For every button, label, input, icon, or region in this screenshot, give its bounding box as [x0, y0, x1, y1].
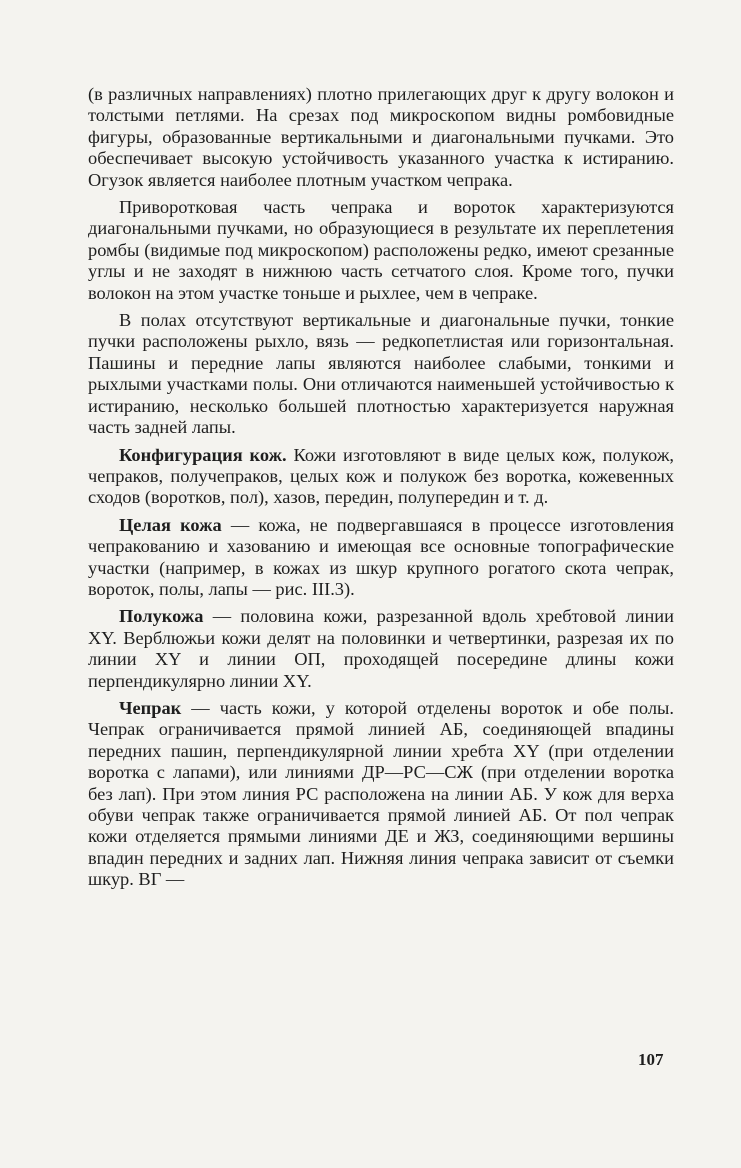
- paragraph-4: [88, 445, 674, 509]
- paragraph-5: [88, 515, 674, 601]
- paragraph-4-text: Кожи изготовляют в виде целых кож, полукож, чепраков, получепраков, целых кож и полукож без воротка, кожевенных сходов (воротков, пол), хазов, передин, полупередин и т. д.: [88, 444, 675, 508]
- paragraph-7: [88, 698, 674, 891]
- paragraph-2-text: Приворотковая часть чепрака и вороток характеризуются диагональными пучками, но образующиеся в результате их переплетения ромбы (видимые под микроскопом) расположены редко, имеют срезанные углы и не заходят в нижнюю часть сетчатого слоя. Кроме того, пучки волокон на этом участке тоньше и рыхлее, чем в чепраке.: [88, 197, 674, 303]
- page-number: 107: [638, 1050, 664, 1069]
- paragraph-3-text: В полах отсутствуют вертикальные и диагональные пучки, тонкие пучки расположены рыхло, вязь — редкопетлистая или горизонтальная. Пашины и передние лапы являются наиболее слабыми, тонкими и рыхлыми участками полы. Они отличаются наименьшей устойчивостью к истиранию, несколько большей плотностью характеризуется наружная часть задней лапы.: [88, 310, 674, 438]
- paragraph-2: [88, 197, 674, 304]
- paragraph-1: [88, 84, 674, 191]
- paragraph-5-lead: Целая кожа: [119, 514, 222, 535]
- paragraph-6-text: — половина кожи, разрезанной вдоль хребтовой линии XY. Верблюжьи кожи делят на половинки и четвертинки, разрезая их по линии XY и линии ОП, проходящей посередине длины кожи перпендикулярно линии XY.: [88, 606, 674, 691]
- paragraph-3: [88, 310, 674, 438]
- body-text: [88, 84, 674, 891]
- paragraph-5-text: — кожа, не подвергавшаяся в процессе изготовления чепракованию и хазованию и имеющая все основные топографические участки (например, в кожах из шкур крупного рогатого скота чепрак, вороток, полы, лапы — рис. III.3).: [88, 514, 674, 599]
- paragraph-6-lead: Полукожа: [119, 606, 204, 627]
- paragraph-4-lead: Конфигурация кож.: [119, 444, 287, 465]
- paragraph-6: [88, 606, 674, 692]
- paragraph-7-text: — часть кожи, у которой отделены вороток и обе полы. Чепрак ограничивается прямой линией АБ, соединяющей впадины передних пашин, перпендикулярной линии хребта XY (при отделении воротка с лапами), или линиями ДР—РС—СЖ (при отделении воротка без лап). При этом линия РС расположена на линии АБ. У кож для верха обуви чепрак также ограничивается прямой линией АБ. От пол чепрак кожи отделяется прямыми линиями ДЕ и ЖЗ, соединяющими вершины впадин передних и задних лап. Нижняя линия чепрака зависит от съемки шкур. ВГ —: [88, 697, 674, 890]
- paragraph-7-lead: Чепрак: [119, 697, 182, 718]
- paragraph-1-text: (в различных направлениях) плотно прилегающих друг к другу волокон и толстыми петлями. На срезах под микроскопом видны ромбовидные фигуры, образованные вертикальными и диагональными пучками. Это обеспечивает высокую устойчивость указанного участка к истиранию. Огузок является наиболее плотным участком чепрака.: [88, 84, 674, 190]
